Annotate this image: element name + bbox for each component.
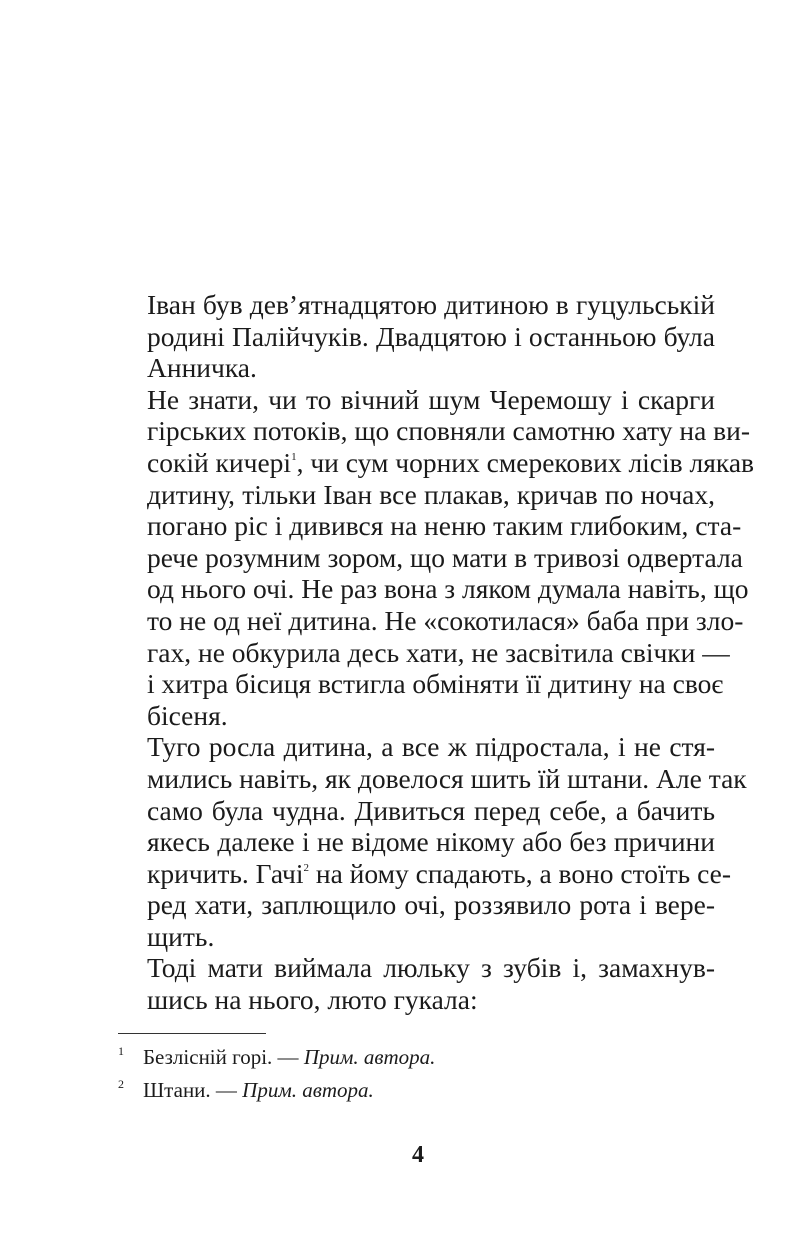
footnote-number: 1 bbox=[118, 1044, 124, 1058]
text-fragment: кричить. Гачі bbox=[147, 857, 304, 889]
footnote-body: Штани. — bbox=[143, 1078, 243, 1102]
text-line: гірських потоків, що сповняли самотню хату на ви- bbox=[147, 415, 751, 447]
text-line bbox=[115, 446, 755, 479]
text-fragment: сокій кичері bbox=[147, 446, 292, 478]
text-line: гах, не обкурила десь хати, не засвітила свічки — bbox=[147, 636, 730, 668]
footnote-ref-2: 2 bbox=[303, 861, 309, 874]
text-line: мились навіть, як довелося шить їй штани. Але так bbox=[147, 762, 747, 794]
text-line: рече розумним зором, що мати в тривозі одвертала bbox=[147, 541, 743, 573]
text-line: само була чудна. Дивиться перед себе, а бачить bbox=[147, 794, 715, 826]
text-line: родині Палійчуків. Двадцятою і останньою була bbox=[147, 320, 715, 352]
footnotes bbox=[118, 1041, 678, 1107]
text-line: і хитра бісиця встигла обміняти її дитину на своє bbox=[147, 668, 724, 700]
text-line: щить. bbox=[147, 920, 215, 952]
text-line: бісеня. bbox=[147, 699, 228, 731]
paragraph bbox=[115, 383, 755, 732]
footnote-ref-1: 1 bbox=[291, 450, 297, 463]
page-number: 4 bbox=[412, 1142, 424, 1168]
text-line: якесь далеке і не відоме нікому або без причини bbox=[147, 826, 715, 858]
text-line: Іван був дев’ятнадцятою дитиною в гуцульській bbox=[147, 289, 715, 320]
text-line: погано ріс і дивився на неню таким глибоким, ста- bbox=[147, 510, 742, 542]
text-line: Анничка. bbox=[147, 352, 257, 384]
text-line: то не од неї дитина. Не «сокотилася» баба при зло- bbox=[147, 604, 744, 636]
text-fragment: , чи сум чорних смерекових лісів лякав bbox=[296, 446, 755, 478]
footnote-attribution: Прим. автора. bbox=[242, 1078, 374, 1102]
text-line: Тоді мати виймала люльку з зубів і, замахнув- bbox=[147, 952, 715, 984]
paragraph bbox=[115, 731, 747, 952]
main-text bbox=[115, 289, 755, 1016]
footnote-body: Безлісній горі. — bbox=[143, 1045, 304, 1069]
footnote-1 bbox=[118, 1041, 678, 1074]
footnote-attribution: Прим. автора. bbox=[303, 1045, 436, 1069]
footnote-divider bbox=[118, 1033, 266, 1034]
footnote-text bbox=[143, 1041, 435, 1074]
text-line bbox=[115, 857, 732, 890]
text-fragment: на йому спадають, а воно стоїть се- bbox=[308, 857, 732, 889]
paragraph bbox=[115, 952, 715, 1015]
text-line: Не знати, чи то вічний шум Черемошу і скарги bbox=[147, 383, 715, 415]
text-line: од нього очі. Не раз вона з ляком думала навіть, що bbox=[147, 573, 749, 605]
footnote-number: 2 bbox=[118, 1077, 124, 1091]
paragraph bbox=[115, 289, 715, 384]
text-line: дитину, тільки Іван все плакав, кричав по ночах, bbox=[147, 478, 715, 510]
footnote-2 bbox=[118, 1074, 678, 1107]
text-line: Туго росла дитина, а все ж підростала, і не стя- bbox=[147, 731, 715, 763]
footnote-text bbox=[143, 1074, 374, 1107]
text-line: шись на нього, люто гукала: bbox=[147, 984, 478, 1016]
text-line: ред хати, заплющило очі, роззявило рота і вере- bbox=[147, 889, 715, 921]
